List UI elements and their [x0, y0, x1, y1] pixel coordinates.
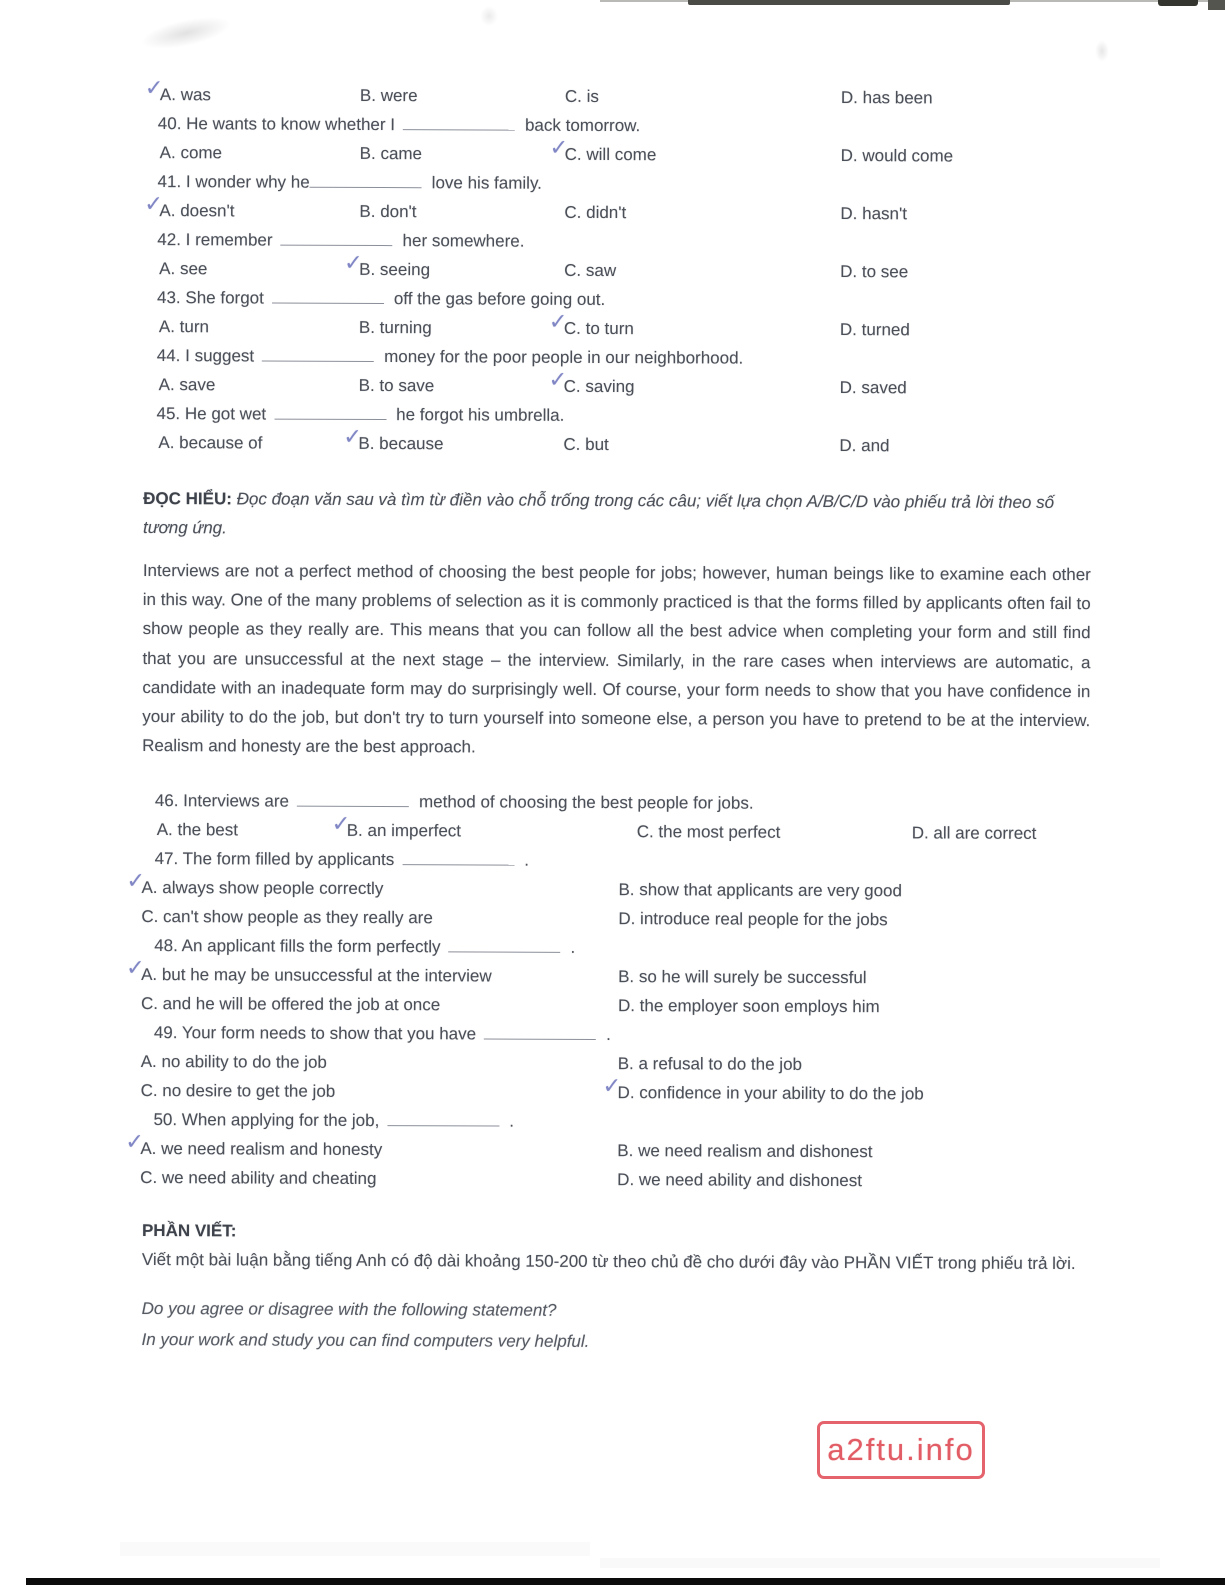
option-text: B. we need realism and dishonest	[617, 1141, 873, 1162]
option-text: A. no ability to do the job	[140, 1052, 327, 1073]
stem-text: method of choosing the best people for jobs.	[418, 792, 754, 814]
answer-blank	[297, 792, 409, 807]
option-text: C. is	[564, 86, 599, 106]
answer-blank	[281, 231, 393, 246]
option-text: B. turning	[358, 317, 432, 338]
answer-option	[637, 818, 912, 848]
option-text: B. to save	[358, 375, 435, 396]
answer-option	[618, 904, 1093, 935]
question-stem	[144, 167, 1096, 200]
stem-text: 41. I wonder why he	[157, 172, 310, 192]
stem-text: 50. When applying for the job,	[153, 1110, 380, 1131]
checkmark-icon: ✓	[126, 868, 145, 894]
answer-option	[144, 75, 360, 110]
option-text: A. come	[159, 143, 223, 163]
option-text: A. but he may be unsuccessful at the interview	[141, 965, 492, 986]
answer-option	[564, 256, 840, 286]
answer-option	[159, 312, 359, 342]
option-text: B. came	[359, 143, 423, 164]
stem-text: he forgot his umbrella.	[396, 405, 565, 425]
answer-option	[618, 962, 1093, 993]
stem-text: .	[509, 1112, 515, 1132]
answer-option	[157, 815, 347, 845]
option-text: A. we need realism and honesty	[140, 1139, 383, 1160]
answer-option	[125, 1129, 617, 1165]
stem-text: back tomorrow.	[524, 115, 641, 136]
option-text: D. all are correct	[911, 823, 1037, 844]
section-gap	[143, 457, 1095, 488]
section-gap	[142, 760, 1094, 790]
answer-option	[618, 991, 1093, 1022]
checkmark-icon: ✓	[125, 1129, 144, 1155]
option-text: D. would come	[840, 146, 954, 166]
checkmark-icon: ✓	[144, 75, 164, 101]
answer-option	[549, 134, 841, 170]
answer-option	[548, 366, 840, 402]
checkmark-icon: ✓	[344, 249, 363, 275]
option-text: C. we need ability and cheating	[140, 1168, 377, 1189]
option-text: B. show that applicants are very good	[618, 880, 903, 901]
option-text: A. save	[158, 375, 216, 395]
option-text: D. saved	[839, 378, 907, 398]
answer-option	[841, 141, 1097, 171]
answer-option	[141, 989, 618, 1020]
question-stem	[144, 283, 1096, 316]
reading-comprehension-questions	[125, 786, 1094, 1196]
stem-text: 47. The form filled by applicants	[154, 849, 395, 870]
answer-option	[141, 902, 618, 933]
option-text: D. to see	[840, 262, 909, 282]
stem-text: 48. An applicant fills the form perfectly	[154, 936, 441, 957]
answer-option	[912, 819, 1094, 849]
writing-section-header: PHẦN VIẾT:	[141, 1221, 237, 1241]
answer-option	[158, 428, 358, 458]
option-text: C. but	[563, 434, 609, 455]
option-text: C. saving	[563, 376, 635, 397]
options-row	[144, 366, 1096, 403]
answer-option	[840, 199, 1096, 229]
answer-option	[564, 198, 840, 228]
checkmark-icon: ✓	[549, 134, 569, 160]
answer-option	[618, 1049, 1093, 1080]
answer-option	[144, 190, 359, 226]
site-stamp: a2ftu.info	[817, 1421, 985, 1479]
options-row	[144, 75, 1097, 113]
checkmark-icon: ✓	[331, 811, 351, 837]
scan-artifact-bottom-bar	[26, 1578, 1225, 1585]
option-text: D. turned	[839, 320, 910, 340]
options-row	[125, 1129, 1092, 1167]
option-text: A. see	[159, 259, 208, 279]
answer-option	[360, 139, 565, 169]
scan-artifact-smudge	[480, 6, 498, 26]
options-row	[140, 1073, 1093, 1109]
answer-option	[359, 313, 564, 343]
essay-prompt-line2: In your work and study you can find computers very helpful.	[141, 1330, 590, 1352]
option-text: A. doesn't	[159, 201, 235, 221]
question-stem	[141, 931, 1093, 964]
option-text: C. to turn	[563, 318, 634, 339]
question-stem	[141, 1018, 1093, 1051]
question-stem	[144, 341, 1096, 374]
question-stem	[142, 786, 1094, 819]
answer-blank	[387, 1111, 499, 1126]
stem-text: off the gas before going out.	[393, 289, 606, 310]
option-text: C. saw	[564, 260, 617, 281]
answer-option	[360, 81, 565, 111]
scan-artifact-showthrough	[600, 1558, 1160, 1568]
answer-option	[840, 315, 1096, 345]
option-text: B. seeing	[359, 259, 431, 280]
options-row	[144, 190, 1096, 229]
question-stem	[140, 1105, 1092, 1138]
answer-option	[565, 82, 841, 112]
checkmark-icon: ✓	[548, 366, 568, 392]
reading-section-header	[143, 484, 1093, 546]
option-text: A. was	[159, 85, 212, 105]
answer-blank	[403, 115, 515, 130]
option-text: C. can't show people as they really are	[141, 907, 433, 928]
stem-text: 44. I suggest	[156, 346, 255, 366]
option-text: D. and	[839, 436, 890, 456]
options-row	[145, 134, 1097, 171]
answer-blank	[402, 851, 514, 866]
answer-option	[839, 431, 1095, 461]
options-row	[141, 902, 1093, 935]
scan-artifact-corner-blob	[1208, 0, 1225, 10]
stem-text: love his family.	[431, 173, 542, 193]
checkmark-icon: ✓	[602, 1073, 622, 1099]
option-text: D. we need ability and dishonest	[617, 1170, 863, 1191]
answer-blank	[274, 405, 386, 420]
answer-option	[141, 1047, 618, 1078]
answer-blank	[484, 1025, 596, 1040]
answer-option	[160, 138, 360, 168]
option-text: C. didn't	[564, 202, 627, 223]
reading-header-title: ĐỌC HIỂU:	[143, 488, 237, 509]
answer-option	[548, 308, 840, 344]
checkmark-icon: ✓	[343, 423, 362, 449]
answer-option	[840, 257, 1096, 287]
option-text: A. turn	[158, 317, 210, 337]
option-text: D. hasn't	[840, 204, 908, 224]
answer-option	[563, 430, 839, 460]
option-text: A. because of	[158, 433, 263, 453]
question-stem	[145, 109, 1097, 142]
answer-option	[359, 197, 564, 227]
answer-option	[141, 1076, 618, 1107]
answer-blank	[449, 938, 561, 953]
checkmark-icon: ✓	[548, 308, 568, 334]
options-row	[143, 423, 1095, 461]
option-text: C. no desire to get the job	[140, 1081, 336, 1102]
scan-artifact-showthrough	[120, 1542, 590, 1556]
options-row	[144, 249, 1096, 287]
answer-option	[840, 373, 1096, 403]
answer-option	[140, 1163, 617, 1194]
answer-option	[159, 370, 359, 400]
options-row	[144, 308, 1096, 345]
scan-artifact-top-right-mark	[1158, 0, 1198, 6]
option-text: D. has been	[840, 88, 933, 108]
options-row	[126, 955, 1093, 993]
option-text: C. will come	[564, 144, 657, 165]
essay-prompt-line1: Do you agree or disagree with the following statement?	[141, 1299, 557, 1321]
answer-option	[618, 875, 1093, 906]
checkmark-icon: ✓	[144, 190, 163, 217]
reading-passage: Interviews are not a perfect method of choosing the best people for jobs; however, human beings like to examine each other in this way. One of the many problems of selection as it is commonly practiced is that the forms filled by applicants often fail to show people as they really are. This means that you can follow all the best advice when completing your form and still find that you are unsuccessful at the next stage – the interview. Similarly, in the rare cases when interviews are automatic, a candidate with an inadequate form may do surprisingly well. Of course, your form needs to show that you have confidence in your ability to do the job, but don't try to turn yourself into someone else, a person you have to pretend to be at the interview. Realism and honesty are the best approach.	[142, 560, 1091, 757]
answer-blank	[310, 173, 422, 188]
stem-text: .	[606, 1025, 611, 1045]
essay-prompt	[139, 1293, 1091, 1359]
grammar-multiple-choice-section	[143, 75, 1097, 461]
options-row	[140, 1163, 1092, 1196]
scan-artifact-top-bar	[688, 0, 1010, 5]
options-row	[141, 989, 1093, 1022]
stem-text: 46. Interviews are	[154, 791, 290, 812]
stem-text: money for the poor people in our neighborhood.	[384, 347, 744, 368]
answer-option	[359, 371, 564, 401]
question-stem	[144, 225, 1096, 258]
stem-text: 45. He got wet	[156, 404, 267, 424]
options-row	[142, 811, 1094, 848]
answer-option	[159, 254, 359, 284]
writing-section-instructions: Viết một bài luận bằng tiếng Anh có độ dài khoảng 150-200 từ theo chủ đề cho dưới đây vào PHẦN VIẾT trong phiếu trả lời.	[141, 1250, 1076, 1274]
stem-text: 42. I remember	[157, 230, 273, 250]
stem-text: .	[524, 851, 530, 871]
page-content	[125, 75, 1097, 1360]
question-stem	[143, 399, 1095, 432]
option-text: B. don't	[359, 201, 417, 222]
scan-artifact-smudge	[1095, 40, 1109, 62]
answer-option	[126, 868, 618, 904]
reading-header-instructions: Đọc đoạn văn sau và tìm từ điền vào chỗ trống trong các câu; viết lựa chọn A/B/C/D vào phiếu trả lời theo số tương ứng.	[143, 489, 1055, 538]
stem-text: her somewhere.	[402, 231, 525, 251]
option-text: B. because	[358, 433, 444, 454]
answer-option	[617, 1136, 1092, 1167]
option-text: A. always show people correctly	[141, 878, 384, 899]
option-text: D. confidence in your ability to do the job	[617, 1083, 924, 1104]
option-text: B. a refusal to do the job	[617, 1054, 803, 1075]
option-text: A. the best	[156, 820, 239, 840]
scan-artifact-smudge	[138, 11, 233, 56]
answer-blank	[272, 289, 384, 304]
option-text: D. the employer soon employs him	[617, 996, 880, 1017]
option-text: B. were	[359, 85, 418, 106]
stem-text: 49. Your form needs to show that you have	[153, 1023, 477, 1044]
answer-option	[617, 1165, 1092, 1196]
answer-option	[331, 811, 637, 846]
option-text: C. the most perfect	[636, 822, 781, 843]
checkmark-icon: ✓	[126, 955, 145, 981]
option-text: C. and he will be offered the job at once	[140, 994, 441, 1015]
stem-text: .	[570, 938, 576, 958]
answer-option	[344, 249, 564, 285]
question-stem	[142, 844, 1094, 877]
option-text: B. so he will surely be successful	[618, 967, 867, 988]
options-row	[126, 868, 1093, 906]
option-text: D. introduce real people for the jobs	[618, 909, 888, 930]
stem-text: 40. He wants to know whether I	[157, 114, 396, 135]
answer-blank	[262, 347, 374, 362]
answer-option	[841, 83, 1097, 113]
answer-option	[602, 1073, 1093, 1109]
answer-option	[343, 423, 563, 459]
answer-option	[126, 955, 618, 991]
stem-text: 43. She forgot	[157, 288, 264, 308]
option-text: B. an imperfect	[346, 821, 462, 841]
